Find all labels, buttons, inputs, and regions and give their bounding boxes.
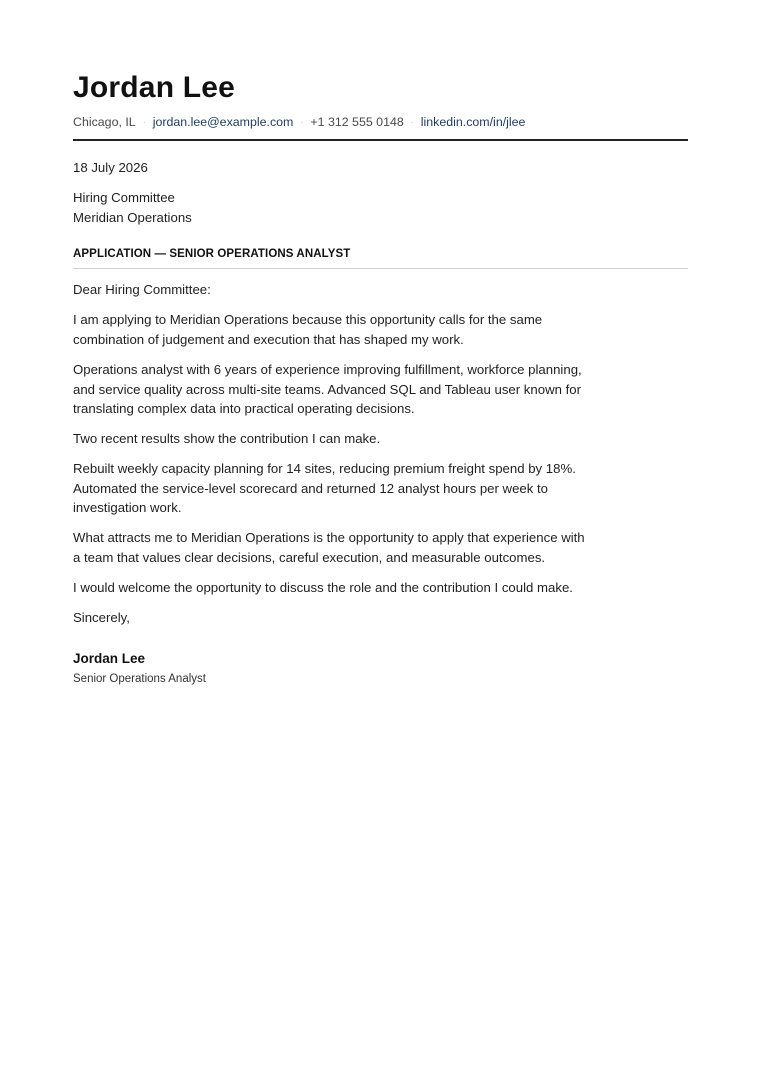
separator-dot: ·	[410, 117, 414, 127]
subject-line: APPLICATION — SENIOR OPERATIONS ANALYST	[73, 248, 351, 260]
contact-linkedin-link[interactable]: linkedin.com/in/jlee	[420, 115, 526, 129]
paragraph-intro: I am applying to Meridian Operations because this opportunity calls for the same combination of judgement and execution that has shaped my work.	[73, 312, 543, 347]
subject-divider	[73, 268, 688, 269]
applicant-name: Jordan Lee	[73, 71, 236, 104]
greeting: Dear Hiring Committee:	[73, 282, 211, 297]
recipient-company: Meridian Operations	[73, 209, 192, 225]
contact-email-link[interactable]: jordan.lee@example.com	[152, 115, 294, 129]
paragraph-motivation: What attracts me to Meridian Operations is the opportunity to apply that experience with a team that values clear decisions, careful execution, and measurable outcomes.	[73, 530, 585, 565]
paragraph-closing: I would welcome the opportunity to discuss the role and the contribution I could make.	[73, 580, 573, 595]
separator-dot: ·	[300, 117, 304, 127]
paragraph-results-lead: Two recent results show the contribution I can make.	[73, 431, 381, 446]
contact-line	[73, 114, 525, 130]
recipient-line: Hiring Committee	[73, 190, 175, 205]
contact-phone: +1 312 555 0148	[310, 115, 404, 129]
recipient-block	[73, 188, 593, 227]
paragraph-experience: Operations analyst with 6 years of experience improving fulfillment, workforce planning, and service quality across multi-site teams. Advanced SQL and Tableau user known for translating complex data into practical operating decisions.	[73, 362, 582, 416]
signature-title: Senior Operations Analyst	[73, 673, 206, 685]
closing-salutation: Sincerely,	[73, 610, 130, 625]
paragraph-results: Rebuilt weekly capacity planning for 14 sites, reducing premium freight spend by 18%. Automated the service-level scorecard and returned 12 analyst hours per week to investigation work.	[73, 461, 576, 515]
separator-dot: ·	[142, 117, 146, 127]
signature-name: Jordan Lee	[73, 651, 146, 666]
letter-date: 18 July 2026	[73, 160, 148, 175]
header-divider	[73, 139, 688, 141]
contact-location: Chicago, IL	[73, 115, 136, 129]
